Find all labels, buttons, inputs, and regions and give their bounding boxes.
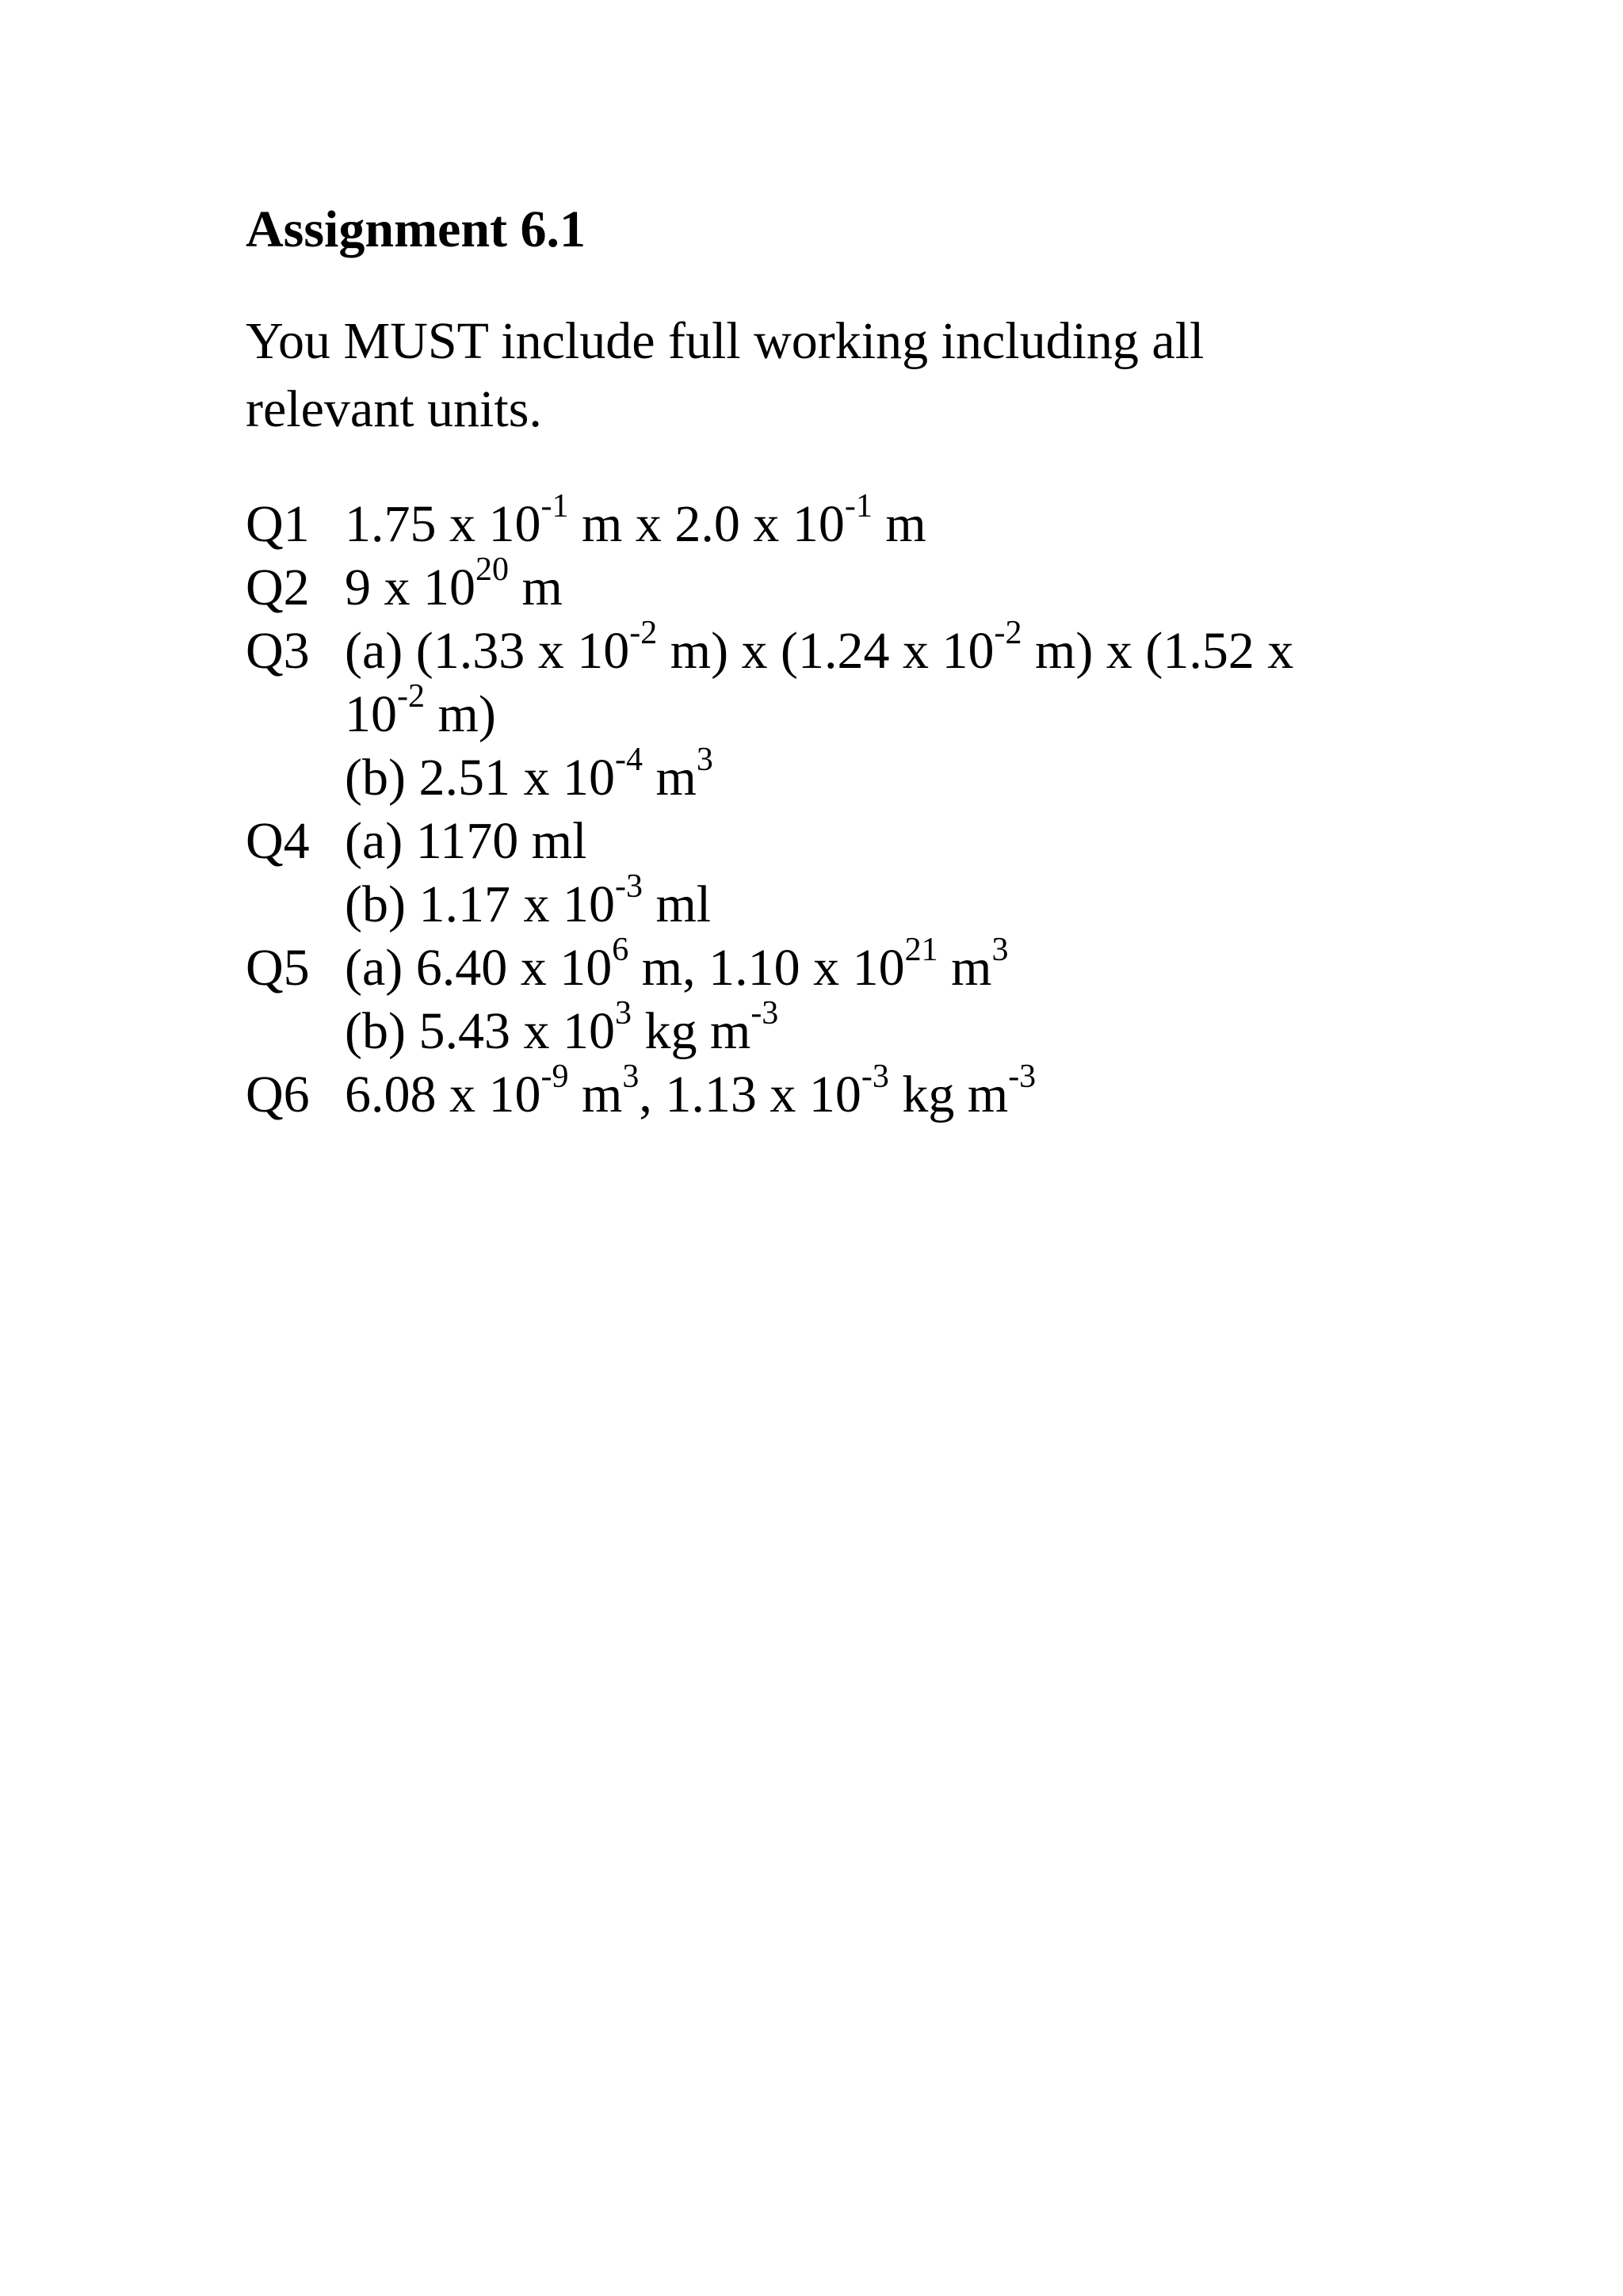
answer-row xyxy=(246,810,1434,936)
instructions-text: You MUST include full working including all relevant units. xyxy=(246,312,1205,438)
answer-text: 1.75 x 10 xyxy=(345,495,541,553)
answers-list xyxy=(246,488,1434,1127)
answer-body xyxy=(345,932,1434,1063)
answer-text: kg m xyxy=(631,1002,751,1060)
answer-body xyxy=(345,1058,1434,1127)
answer-text: m) x (1.24 x 10 xyxy=(657,622,995,680)
answer-text: m xyxy=(509,559,563,616)
answer-line xyxy=(345,615,1434,683)
answer-text: m x 2.0 x 10 xyxy=(568,495,845,553)
answer-text: ml xyxy=(642,875,712,933)
exponent: -9 xyxy=(540,1058,569,1095)
answer-text: (a) 1170 ml xyxy=(345,812,587,870)
answer-text: m xyxy=(568,1066,623,1123)
answer-text: 9 x 10 xyxy=(345,559,475,616)
answer-body xyxy=(345,615,1434,810)
exponent: -3 xyxy=(1008,1058,1037,1095)
answer-line xyxy=(345,551,1434,620)
question-label: Q2 xyxy=(246,559,310,616)
exponent: -1 xyxy=(540,488,569,524)
exponent: -2 xyxy=(994,615,1022,651)
answer-line xyxy=(345,810,1434,873)
answer-text: 10 xyxy=(345,685,397,743)
exponent: -2 xyxy=(397,678,425,715)
answer-text: kg m xyxy=(888,1066,1009,1123)
answer-text: , 1.13 x 10 xyxy=(639,1066,861,1123)
exponent: -1 xyxy=(844,488,873,524)
answer-row xyxy=(246,551,1434,620)
assignment-title: Assignment 6.1 xyxy=(246,200,586,258)
exponent: 3 xyxy=(696,742,713,778)
answer-text: (b) 5.43 x 10 xyxy=(345,1002,615,1060)
answer-text: (b) 2.51 x 10 xyxy=(345,749,615,807)
exponent: -4 xyxy=(614,742,643,778)
answer-text: m xyxy=(642,749,697,807)
answer-text: (a) 6.40 x 10 xyxy=(345,939,613,997)
answer-line xyxy=(345,678,1434,746)
answer-line xyxy=(345,868,1434,936)
question-label: Q3 xyxy=(246,622,310,680)
exponent: -2 xyxy=(629,615,658,651)
answer-line xyxy=(345,1058,1434,1127)
exponent: 3 xyxy=(614,995,632,1032)
exponent: 3 xyxy=(991,932,1009,968)
exponent: -3 xyxy=(614,868,643,905)
answer-text: m) xyxy=(425,685,496,743)
answer-text: 6.08 x 10 xyxy=(345,1066,541,1123)
answer-line xyxy=(345,488,1434,556)
answer-line xyxy=(345,742,1434,810)
question-label: Q1 xyxy=(246,495,310,553)
answer-text: m, 1.10 x 10 xyxy=(628,939,905,997)
answer-row xyxy=(246,932,1434,1063)
answer-row xyxy=(246,488,1434,556)
exponent: 3 xyxy=(622,1058,640,1095)
document-page xyxy=(246,198,1434,1127)
answer-text: m) x (1.52 x xyxy=(1022,622,1294,680)
exponent: 20 xyxy=(475,551,509,588)
answer-text: m xyxy=(938,939,992,997)
answer-row xyxy=(246,1058,1434,1127)
exponent: -3 xyxy=(750,995,779,1032)
answer-body xyxy=(345,488,1434,556)
answer-body xyxy=(345,551,1434,620)
answer-line xyxy=(345,932,1434,1000)
answer-body xyxy=(345,810,1434,936)
question-label: Q4 xyxy=(246,812,310,870)
question-label: Q5 xyxy=(246,939,310,997)
exponent: 6 xyxy=(612,932,629,968)
answer-line xyxy=(345,995,1434,1063)
answer-row xyxy=(246,615,1434,810)
answer-text: (b) 1.17 x 10 xyxy=(345,875,615,933)
question-label: Q6 xyxy=(246,1066,310,1123)
exponent: -3 xyxy=(861,1058,889,1095)
answer-text: (a) (1.33 x 10 xyxy=(345,622,630,680)
exponent: 21 xyxy=(904,932,938,968)
answer-text: m xyxy=(872,495,926,553)
